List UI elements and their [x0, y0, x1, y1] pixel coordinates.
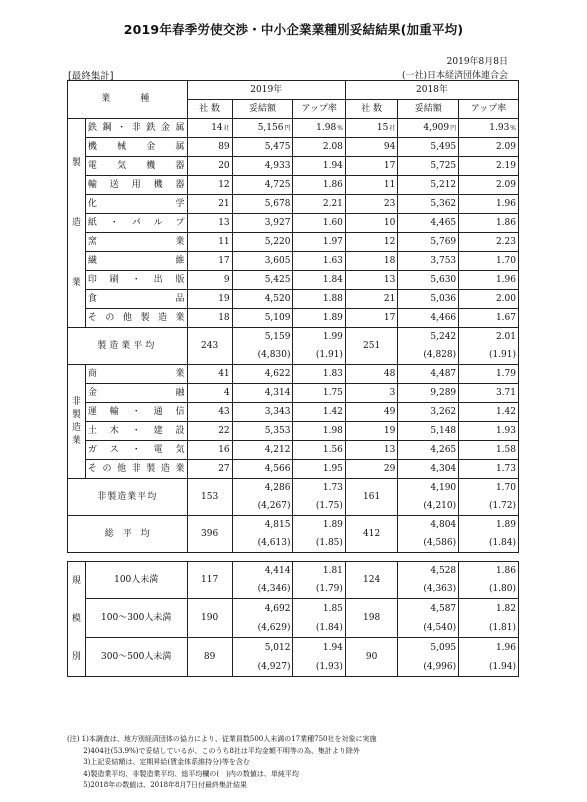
manufacturing-average-amount-2019: 5,159 [232, 328, 293, 347]
industry-name: 食品 [85, 290, 187, 309]
companies-2018: 23 [345, 195, 397, 214]
table-row [68, 157, 519, 176]
rate-2018: 1.79 [459, 365, 519, 384]
non-manufacturing-average-amount-2018: 4,190 [398, 479, 459, 498]
companies-2018: 19 [345, 422, 397, 441]
amount-2018: 4,487 [398, 365, 459, 384]
industry-name: 輸送用機器 [85, 176, 187, 195]
footnote-line: (注) 1)本調査は、地方別経済団体の協力により、従業員数500人未満の17業種750社を対象に実施 [67, 735, 377, 743]
group-label-manufacturing: 製 造 業 [68, 119, 86, 328]
table-row [68, 384, 519, 403]
industry-name: 化学 [85, 195, 187, 214]
amount-2018: 5,725 [398, 157, 459, 176]
companies-2018: 13 [345, 271, 397, 290]
amount-2018: 5,495 [398, 138, 459, 157]
companies-2019: 4 [187, 384, 232, 403]
table-row [68, 252, 519, 271]
total-average-rate-2018: 1.89 [459, 516, 519, 535]
size-rate-2019: 1.94 [293, 638, 345, 659]
size-simple-rate-2019: (1.79) [293, 580, 345, 599]
size-amount-2019: 4,414 [232, 562, 293, 581]
industry-name: 土木・建設 [85, 422, 187, 441]
rate-2018: 1.73 [459, 460, 519, 479]
table-row [68, 195, 519, 214]
non-manufacturing-average-companies-2019: 153 [187, 479, 232, 516]
rate-2019: 2.08 [293, 138, 345, 157]
table-row [68, 403, 519, 422]
size-amount-2019: 5,012 [232, 638, 293, 659]
amount-2018: 9,289 [398, 384, 459, 403]
rate-2019: 1.63 [293, 252, 345, 271]
size-simple-rate-2018: (1.94) [459, 658, 519, 677]
companies-2019: 20 [187, 157, 232, 176]
rate-2019: 1.89 [293, 309, 345, 328]
header-amount-19: 妥結額 [232, 100, 293, 119]
header-rate-19: アップ率 [293, 100, 345, 119]
amount-2019: 4,212 [232, 441, 293, 460]
rate-2018: 1.93% [459, 119, 519, 138]
table-row [68, 460, 519, 479]
manufacturing-average-label: 製造業平均 [68, 328, 188, 365]
total-average-companies-2018: 412 [345, 516, 397, 553]
non-manufacturing-average-simple-rate-2019: (1.75) [293, 497, 345, 516]
amount-2019: 3,927 [232, 214, 293, 233]
companies-2019: 21 [187, 195, 232, 214]
size-simple-amount-2018: (4,540) [398, 619, 459, 638]
companies-2018: $15^社$ [345, 119, 397, 138]
amount-2019: 5,425 [232, 271, 293, 290]
organization-name: (一社)日本経済団体連合会 [401, 71, 508, 81]
non-manufacturing-average-label: 非製造業平均 [68, 479, 188, 516]
header-companies-18: 社 数 [345, 100, 397, 119]
manufacturing-average-simple-rate-2018: (1.91) [459, 346, 519, 365]
industry-name: ガス・電気 [85, 441, 187, 460]
industry-name: 紙・パルプ [85, 214, 187, 233]
size-rate-2018: 1.82 [459, 599, 519, 620]
table-row [68, 271, 519, 290]
amount-2018: 3,262 [398, 403, 459, 422]
industry-name: 印刷・出版 [85, 271, 187, 290]
total-average-label: 総 平 均 [68, 516, 188, 553]
total-average-simple-amount-2019: (4,613) [232, 534, 293, 553]
companies-2019: 89 [187, 138, 232, 157]
rate-2018: 1.93 [459, 422, 519, 441]
non-manufacturing-average-companies-2018: 161 [345, 479, 397, 516]
amount-2018: 5,148 [398, 422, 459, 441]
size-rate-2019: 1.85 [293, 599, 345, 620]
footnote-line: 5)2018年の数値は、2018年8月7日付最終集計結果 [67, 781, 247, 789]
amount-2019: 3,605 [232, 252, 293, 271]
rate-2018: 2.23 [459, 233, 519, 252]
manufacturing-average-rate-2019: 1.99 [293, 328, 345, 347]
non-manufacturing-average-simple-amount-2018: (4,210) [398, 497, 459, 516]
amount-2018: 4,465 [398, 214, 459, 233]
rate-2019: 1.56 [293, 441, 345, 460]
companies-2018: 10 [345, 214, 397, 233]
industry-name: その他非製造業 [85, 460, 187, 479]
header-industry: 業 種 [68, 81, 188, 119]
table-row [68, 290, 519, 309]
amount-2018: 5,362 [398, 195, 459, 214]
companies-2018: 49 [345, 403, 397, 422]
industry-name: 窯業 [85, 233, 187, 252]
table-row [68, 214, 519, 233]
amount-2019: 5,678 [232, 195, 293, 214]
companies-2019: 41 [187, 365, 232, 384]
companies-2019: 22 [187, 422, 232, 441]
companies-2019: 16 [187, 441, 232, 460]
table-row [68, 138, 519, 157]
companies-2018: 17 [345, 157, 397, 176]
manufacturing-average-companies-2018: 251 [345, 328, 397, 365]
size-row [68, 599, 519, 620]
companies-2018: 17 [345, 309, 397, 328]
manufacturing-average-simple-amount-2018: (4,828) [398, 346, 459, 365]
size-companies-2019: 89 [187, 638, 232, 677]
rate-2018: 1.70 [459, 252, 519, 271]
non-manufacturing-average-row [68, 479, 519, 498]
amount-2018: $4,909^円$ [398, 119, 459, 138]
companies-2018: 18 [345, 252, 397, 271]
rate-2018: 1.42 [459, 403, 519, 422]
amount-2018: 4,466 [398, 309, 459, 328]
industry-name: 機械金属 [85, 138, 187, 157]
table-row [68, 309, 519, 328]
companies-2018: 21 [345, 290, 397, 309]
amount-2018: 5,630 [398, 271, 459, 290]
amount-2018: 3,753 [398, 252, 459, 271]
companies-2018: 13 [345, 441, 397, 460]
size-amount-2018: 4,528 [398, 562, 459, 581]
total-average-rate-2019: 1.89 [293, 516, 345, 535]
companies-2018: 94 [345, 138, 397, 157]
footnote-line: 3)上記妥結額は、定期昇給(賃金体系維持分)等を含む [67, 758, 250, 766]
amount-2018: 4,265 [398, 441, 459, 460]
companies-2018: 11 [345, 176, 397, 195]
amount-2018: 5,212 [398, 176, 459, 195]
companies-2019: 11 [187, 233, 232, 252]
size-rate-2019: 1.81 [293, 562, 345, 581]
table-row [68, 233, 519, 252]
companies-2019: 9 [187, 271, 232, 290]
size-simple-amount-2019: (4,927) [232, 658, 293, 677]
amount-2019: 5,220 [232, 233, 293, 252]
companies-2019: 19 [187, 290, 232, 309]
table-row [68, 176, 519, 195]
companies-2019: 27 [187, 460, 232, 479]
manufacturing-average-rate-2018: 2.01 [459, 328, 519, 347]
non-manufacturing-average-simple-rate-2018: (1.72) [459, 497, 519, 516]
size-simple-amount-2019: (4,629) [232, 619, 293, 638]
non-manufacturing-average-rate-2018: 1.70 [459, 479, 519, 498]
rate-2018: 1.96 [459, 195, 519, 214]
companies-2018: 48 [345, 365, 397, 384]
rate-2018: 1.86 [459, 214, 519, 233]
group-label-non-manufacturing: 非 製 造 業 [68, 365, 86, 479]
amount-2018: 4,304 [398, 460, 459, 479]
size-row [68, 562, 519, 581]
rate-2019: 1.75 [293, 384, 345, 403]
rate-2019: 1.83 [293, 365, 345, 384]
manufacturing-average-amount-2018: 5,242 [398, 328, 459, 347]
rate-2019: 1.86 [293, 176, 345, 195]
industry-name: 繊維 [85, 252, 187, 271]
size-rate-2018: 1.86 [459, 562, 519, 581]
header-rate-18: アップ率 [459, 100, 519, 119]
footnote-line: 2)404社(53.9%)で妥結しているが、このうち8社は平均金額不明等の為、集計より除外 [67, 746, 360, 755]
amount-2019: 4,314 [232, 384, 293, 403]
size-label: 100人未満 [85, 562, 187, 599]
final-tally-label: [最終集計] [68, 71, 114, 82]
rate-2018: 2.09 [459, 138, 519, 157]
companies-2018: 29 [345, 460, 397, 479]
size-rate-2018: 1.96 [459, 638, 519, 659]
size-companies-2018: 124 [345, 562, 397, 599]
industry-name: 鉄鋼・非鉄金属 [85, 119, 187, 138]
size-companies-2018: 90 [345, 638, 397, 677]
rate-2019: 1.95 [293, 460, 345, 479]
companies-2019: $14^社$ [187, 119, 232, 138]
table-row [68, 422, 519, 441]
industry-name: 金融 [85, 384, 187, 403]
rate-2019: 1.98% [293, 119, 345, 138]
rate-2018: 2.19 [459, 157, 519, 176]
industry-name: 運輸・通信 [85, 403, 187, 422]
amount-2019: $5,156^円$ [232, 119, 293, 138]
size-simple-rate-2019: (1.84) [293, 619, 345, 638]
amount-2019: 5,109 [232, 309, 293, 328]
amount-2019: 3,343 [232, 403, 293, 422]
total-average-amount-2019: 4,815 [232, 516, 293, 535]
size-simple-amount-2018: (4,996) [398, 658, 459, 677]
amount-2018: 5,769 [398, 233, 459, 252]
manufacturing-average-companies-2019: 243 [187, 328, 232, 365]
size-amount-2018: 4,587 [398, 599, 459, 620]
amount-2019: 5,475 [232, 138, 293, 157]
rate-2019: 1.88 [293, 290, 345, 309]
rate-2019: 1.60 [293, 214, 345, 233]
industry-name: その他製造業 [85, 309, 187, 328]
rate-2019: 1.42 [293, 403, 345, 422]
total-average-simple-amount-2018: (4,586) [398, 534, 459, 553]
group-label-size: 規 模 別 [68, 562, 86, 677]
companies-2019: 43 [187, 403, 232, 422]
rate-2019: 2.21 [293, 195, 345, 214]
table-row [68, 441, 519, 460]
header-year-2019: 2019年 [187, 81, 345, 100]
report-date: 2019年8月8日 [446, 57, 508, 67]
rate-2019: 1.84 [293, 271, 345, 290]
size-companies-2018: 198 [345, 599, 397, 638]
size-label: 300～500人未満 [85, 638, 187, 677]
total-average-amount-2018: 4,804 [398, 516, 459, 535]
header-year-2018: 2018年 [345, 81, 518, 100]
total-average-row [68, 516, 519, 535]
industry-name: 商業 [85, 365, 187, 384]
total-average-companies-2019: 396 [187, 516, 232, 553]
companies-2019: 18 [187, 309, 232, 328]
companies-2019: 12 [187, 176, 232, 195]
amount-2019: 4,725 [232, 176, 293, 195]
size-row [68, 638, 519, 659]
table-row [68, 365, 519, 384]
rate-2018: 2.09 [459, 176, 519, 195]
table-row [68, 119, 519, 138]
results-table [67, 80, 519, 677]
companies-2018: 3 [345, 384, 397, 403]
section-gap [68, 553, 519, 562]
rate-2019: 1.98 [293, 422, 345, 441]
amount-2019: 4,933 [232, 157, 293, 176]
size-simple-amount-2019: (4,346) [232, 580, 293, 599]
rate-2018: 2.00 [459, 290, 519, 309]
footnotes [67, 734, 537, 792]
size-simple-rate-2018: (1.81) [459, 619, 519, 638]
header-amount-18: 妥結額 [398, 100, 459, 119]
non-manufacturing-average-simple-amount-2019: (4,267) [232, 497, 293, 516]
header-companies-19: 社 数 [187, 100, 232, 119]
size-simple-amount-2018: (4,363) [398, 580, 459, 599]
companies-2019: 17 [187, 252, 232, 271]
total-average-simple-rate-2018: (1.84) [459, 534, 519, 553]
amount-2019: 4,622 [232, 365, 293, 384]
amount-2019: 4,520 [232, 290, 293, 309]
rate-2018: 1.58 [459, 441, 519, 460]
companies-2018: 12 [345, 233, 397, 252]
size-companies-2019: 190 [187, 599, 232, 638]
manufacturing-average-simple-rate-2019: (1.91) [293, 346, 345, 365]
size-simple-rate-2019: (1.93) [293, 658, 345, 677]
size-amount-2019: 4,692 [232, 599, 293, 620]
companies-2019: 13 [187, 214, 232, 233]
rate-2018: 1.96 [459, 271, 519, 290]
manufacturing-average-simple-amount-2019: (4,830) [232, 346, 293, 365]
size-amount-2018: 5,095 [398, 638, 459, 659]
size-companies-2019: 117 [187, 562, 232, 599]
rate-2019: 1.97 [293, 233, 345, 252]
rate-2018: 1.67 [459, 309, 519, 328]
rate-2019: 1.94 [293, 157, 345, 176]
rate-2018: 3.71 [459, 384, 519, 403]
total-average-simple-rate-2019: (1.85) [293, 534, 345, 553]
amount-2018: 5,036 [398, 290, 459, 309]
size-simple-rate-2018: (1.80) [459, 580, 519, 599]
size-label: 100～300人未満 [85, 599, 187, 638]
industry-name: 電気機器 [85, 157, 187, 176]
amount-2019: 4,566 [232, 460, 293, 479]
footnote-line: 4)製造業平均、非製造業平均、総平均欄の( )内の数値は、単純平均 [67, 769, 299, 778]
page-title: 2019年春季労使交渉・中小企業業種別妥結結果(加重平均) [123, 22, 464, 37]
non-manufacturing-average-rate-2019: 1.73 [293, 479, 345, 498]
manufacturing-average-row [68, 328, 519, 347]
non-manufacturing-average-amount-2019: 4,286 [232, 479, 293, 498]
amount-2019: 5,353 [232, 422, 293, 441]
